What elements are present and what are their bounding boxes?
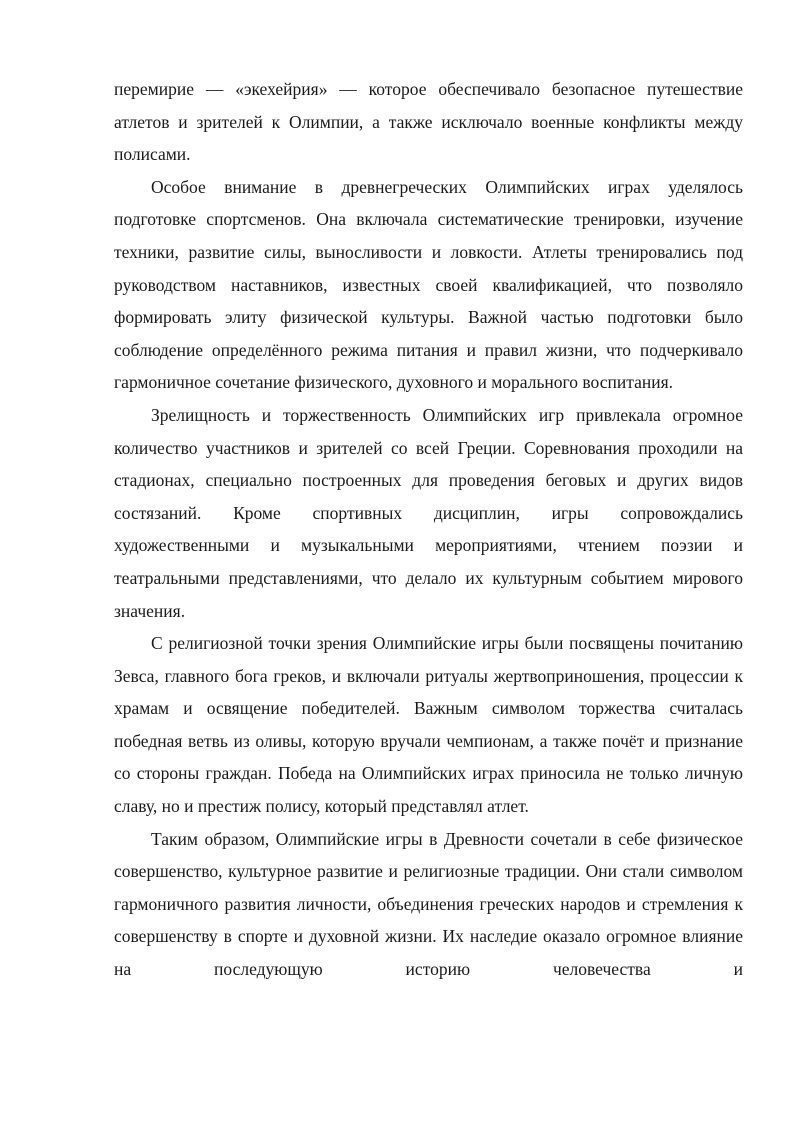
paragraph-truce: перемирие — «экехейрия» — которое обеспечивало безопасное путешествие атлетов и зрителей к Олимпии, а также исключало военные конфликты между полисами. — [114, 79, 743, 165]
paragraph-athlete-training: Особое внимание в древнегреческих Олимпийских играх уделялось подготовке спортсменов. Она включала систематические тренировки, изучение техники, развитие силы, выносливости и ловкости. Атлеты тренировались под руководством наставников, известных своей квалификацией, что позволяло формировать элиту физической культуры. Важной частью подготовки было соблюдение определённого режима питания и правил жизни, что подчеркивало гармоничное сочетание физического, духовного и морального воспитания. — [114, 176, 743, 393]
paragraph-religion: С религиозной точки зрения Олимпийские игры были посвящены почитанию Зевса, главного бога греков, и включали ритуалы жертвоприношения, процессии к храмам и освящение победителей. Важным символом торжества считалась победная ветвь из оливы, которую вручали чемпионам, а также почёт и признание со стороны граждан. Победа на Олимпийских играх приносила не только личную славу, но и престиж полису, который представлял атлет. — [114, 633, 743, 817]
document-page — [114, 73, 743, 986]
paragraph-conclusion: Таким образом, Олимпийские игры в Древности сочетали в себе физическое совершенство, культурное развитие и религиозные традиции. Они стали символом гармоничного развития личности, объединения греческих народов и стремления к совершенству в спорте и духовной жизни. Их наследие оказало огромное влияние на последующую историю человечества и — [114, 828, 743, 980]
paragraph-spectacle: Зрелищность и торжественность Олимпийских игр привлекала огромное количество участников и зрителей со всей Греции. Соревнования проходили на стадионах, специально построенных для проведения беговых и других видов состязаний. Кроме спортивных дисциплин, игры сопровождались художественными и музыкальными мероприятиями, чтением поэзии и театральными представлениями, что делало их культурным событием мирового значения. — [114, 404, 743, 621]
